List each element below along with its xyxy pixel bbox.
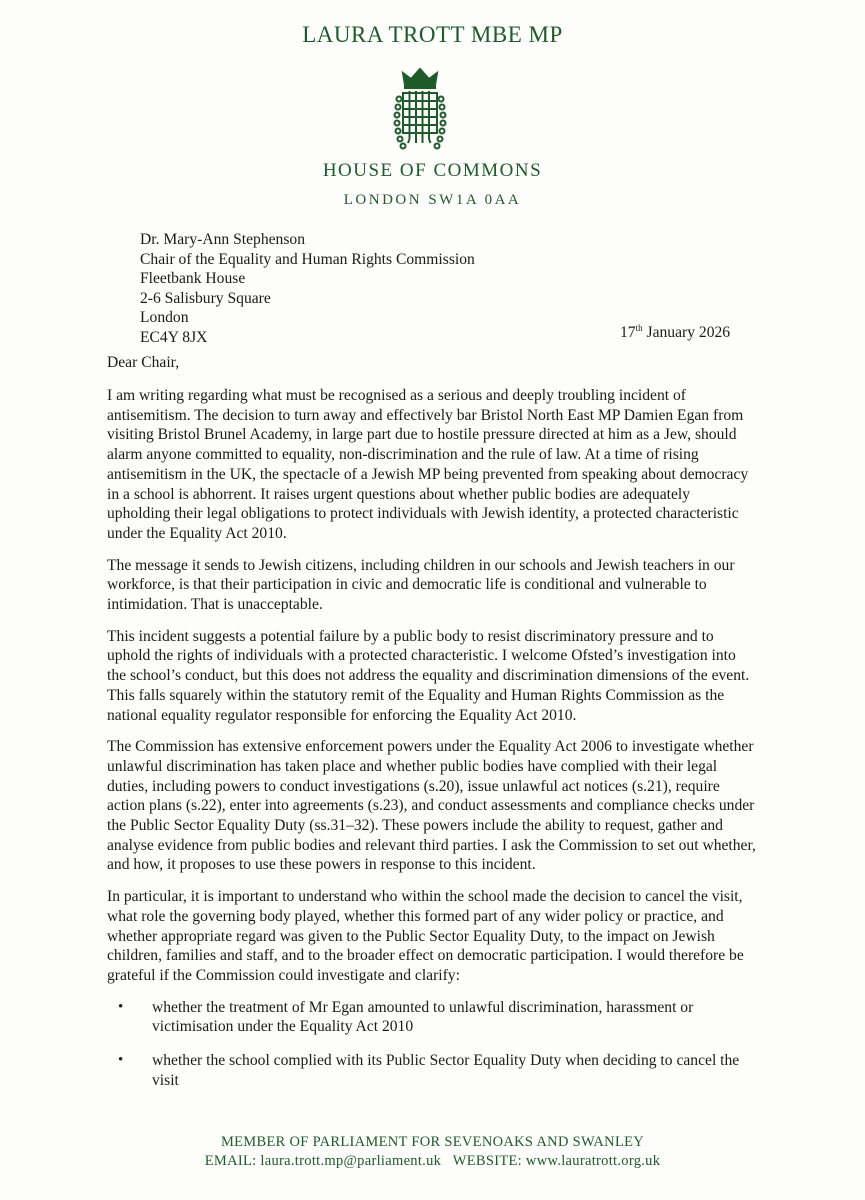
list-item	[107, 998, 757, 1037]
recipient-street: 2-6 Salisbury Square	[140, 289, 271, 307]
paragraph: The message it sends to Jewish citizens, including children in our schools and Jewish teachers in our workforce, is that their participation in civic and democratic life is conditional and vulnerable to intimidation. That is unacceptable.	[107, 556, 735, 614]
letter-body	[107, 386, 757, 1105]
email-link[interactable]: laura.trott.mp@parliament.uk	[260, 1153, 442, 1169]
postal-address: LONDON SW1A 0AA	[343, 192, 522, 208]
date-suffix: th	[635, 323, 643, 333]
website-link[interactable]: www.lauratrott.org.uk	[525, 1153, 661, 1169]
contact-line	[0, 1152, 865, 1171]
date-rest: January 2026	[646, 324, 731, 341]
list-item	[107, 1051, 757, 1090]
recipient-postcode: EC4Y 8JX	[140, 328, 208, 346]
bullet-icon: •	[118, 1052, 124, 1069]
letter-date	[620, 324, 730, 342]
recipient-title: Chair of the Equality and Human Rights Commission	[140, 250, 475, 268]
date-day: 17	[620, 324, 636, 341]
salutation: Dear Chair,	[107, 354, 180, 371]
constituency-line: MEMBER OF PARLIAMENT FOR SEVENOAKS AND SWANLEY	[220, 1134, 645, 1150]
letter-footer	[0, 1133, 865, 1171]
list-item-text: whether the treatment of Mr Egan amounted to unlawful discrimination, harassment or victimisation under the Equality Act 2010	[152, 998, 694, 1036]
recipient-address	[140, 230, 475, 348]
bullet-list	[107, 998, 757, 1091]
website-label: WEBSITE:	[452, 1153, 522, 1169]
recipient-name: Dr. Mary-Ann Stephenson	[140, 231, 306, 248]
email-label: EMAIL:	[204, 1153, 257, 1169]
paragraph: This incident suggests a potential failure by a public body to resist discriminatory pressure and to uphold the rights of individuals with a protected characteristic. I welcome Ofsted’s investigation into the school’s conduct, but this does not address the equality and discrimination dimensions of the event. This falls squarely within the statutory remit of the Equality and Human Rights Commission as the national equality regulator responsible for enforcing the Equality Act 2010.	[107, 627, 750, 724]
recipient-building: Fleetbank House	[140, 270, 246, 288]
mp-name: LAURA TROTT MBE MP	[302, 22, 563, 47]
portcullis-icon	[393, 65, 447, 153]
paragraph: The Commission has extensive enforcement powers under the Equality Act 2006 to investigate whether unlawful discrimination has taken place and whether public bodies have complied with their legal duties, including powers to conduct investigations (s.20), issue unlawful act notices (s.21), require action plans (s.22), enter into agreements (s.23), and conduct assessments and compliance checks under the Public Sector Equality Duty (ss.31–32). These powers include the ability to request, gather and analyse evidence from public bodies and relevant third parties. I ask the Commission to set out whether, and how, it proposes to use these powers in response to this incident.	[107, 738, 756, 874]
recipient-city: London	[140, 309, 189, 327]
institution-name: HOUSE OF COMMONS	[322, 160, 543, 181]
paragraph: I am writing regarding what must be recognised as a serious and deeply troubling incident of antisemitism. The decision to turn away and effectively bar Bristol North East MP Damien Egan from visiting Bristol Brunel Academy, in large part due to hostile pressure directed at him as a Jew, should alarm anyone committed to equality, non-discrimination and the rule of law. At a time of rising antisemitism in the UK, the spectacle of a Jewish MP being prevented from speaking about democracy in a school is abhorrent. It raises urgent questions about whether public bodies are adequately upholding their legal obligations to protect individuals with Jewish identity, a protected characteristic under the Equality Act 2010.	[107, 387, 749, 542]
paragraph: In particular, it is important to understand who within the school made the decision to cancel the visit, what role the governing body played, whether this formed part of any wider policy or practice, and whether appropriate regard was given to the Public Sector Equality Duty, to the impact on Jewish children, families and staff, and to the broader effect on democratic participation. I would therefore be grateful if the Commission could investigate and clarify:	[107, 888, 744, 984]
list-item-text: whether the school complied with its Public Sector Equality Duty when deciding to cancel the visit	[152, 1052, 740, 1089]
bullet-icon: •	[118, 998, 124, 1015]
